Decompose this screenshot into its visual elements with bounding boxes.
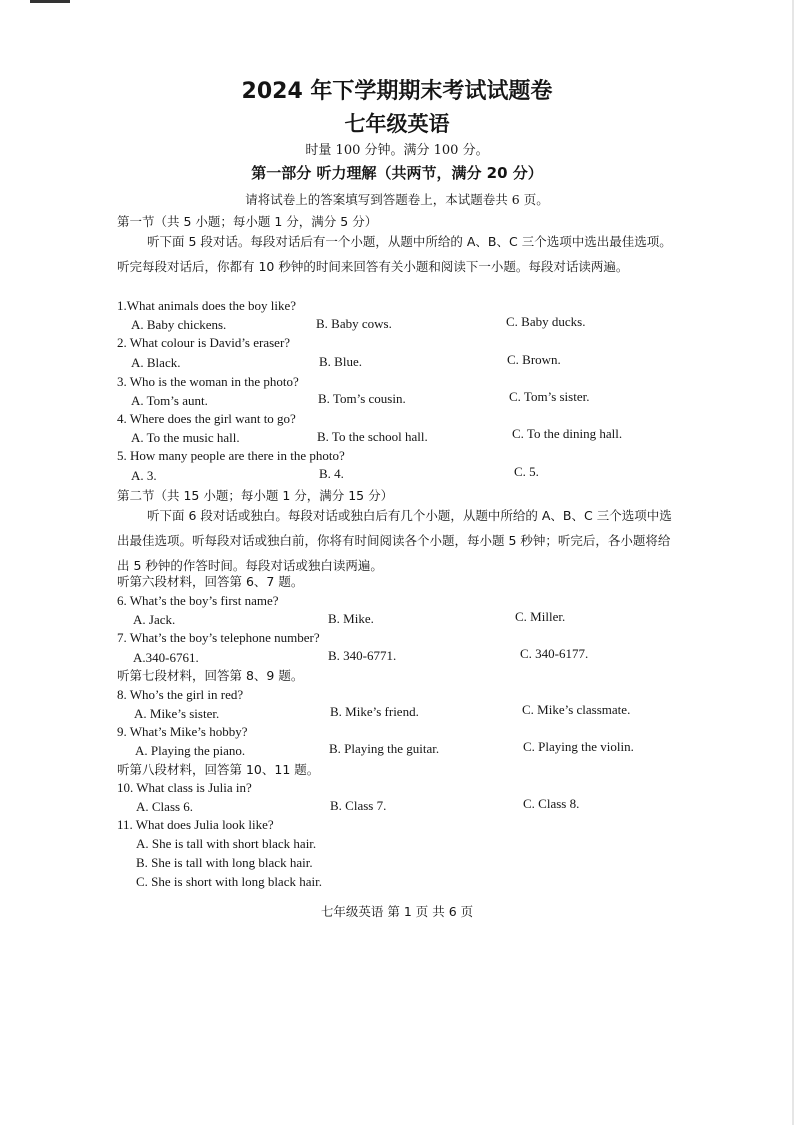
material-8-note: 听第八段材料，回答第 10、11 题。 xyxy=(117,762,320,777)
q1-option-a: A. Baby chickens. xyxy=(131,317,227,332)
q6-option-b: B. Mike. xyxy=(328,611,374,626)
q5-option-a: A. 3. xyxy=(131,468,157,483)
part-title: 第一部分 听力理解（共两节，满分 20 分） xyxy=(251,164,543,182)
question-2: 2. What colour is David’s eraser? xyxy=(117,335,291,350)
q2-option-b: B. Blue. xyxy=(319,354,362,369)
q1-option-b: B. Baby cows. xyxy=(316,316,392,331)
exam-notice: 请将试卷上的答案填写到答题卷上，本试题卷共 6 页。 xyxy=(245,192,549,207)
question-8: 8. Who’s the girl in red? xyxy=(117,687,244,702)
section1-heading: 第一节（共 5 小题；每小题 1 分，满分 5 分） xyxy=(117,214,378,229)
q9-option-a: A. Playing the piano. xyxy=(135,743,246,758)
question-5: 5. How many people are there in the photo? xyxy=(117,448,345,463)
q11-option-b: B. She is tall with long black hair. xyxy=(136,855,313,870)
q8-option-c: C. Mike’s classmate. xyxy=(522,702,631,717)
q3-option-c: C. Tom’s sister. xyxy=(509,389,590,404)
exam-meta: 时量 100 分钟。满分 100 分。 xyxy=(305,143,489,158)
question-6: 6. What’s the boy’s first name? xyxy=(117,593,279,608)
q5-option-b: B. 4. xyxy=(319,466,344,481)
page-footer: 七年级英语 第 1 页 共 6 页 xyxy=(320,904,474,919)
q4-option-c: C. To the dining hall. xyxy=(512,426,623,441)
q1-option-c: C. Baby ducks. xyxy=(506,314,586,329)
q2-option-c: C. Brown. xyxy=(507,352,561,367)
q5-option-c: C. 5. xyxy=(514,464,539,479)
q7-option-a: A.340-6761. xyxy=(133,650,199,665)
section2-heading: 第二节（共 15 小题；每小题 1 分，满分 15 分） xyxy=(117,488,394,503)
q3-option-b: B. Tom’s cousin. xyxy=(318,391,406,406)
exam-subject: 七年级英语 xyxy=(344,112,450,136)
q4-option-b: B. To the school hall. xyxy=(317,429,428,444)
q8-option-b: B. Mike’s friend. xyxy=(330,704,419,719)
exam-title: 2024 年下学期期末考试试题卷 xyxy=(241,79,553,104)
question-11: 11. What does Julia look like? xyxy=(117,817,274,832)
q10-option-a: A. Class 6. xyxy=(136,799,194,814)
q10-option-b: B. Class 7. xyxy=(330,798,387,813)
q9-option-b: B. Playing the guitar. xyxy=(329,741,440,756)
question-1: 1.What animals does the boy like? xyxy=(117,298,297,313)
question-10: 10. What class is Julia in? xyxy=(117,780,252,795)
q11-option-c: C. She is short with long black hair. xyxy=(136,874,322,889)
question-7: 7. What’s the boy’s telephone number? xyxy=(117,630,320,645)
question-3: 3. Who is the woman in the photo? xyxy=(117,374,299,389)
q7-option-c: C. 340-6177. xyxy=(520,646,589,661)
q8-option-a: A. Mike’s sister. xyxy=(134,706,220,721)
q11-option-a: A. She is tall with short black hair. xyxy=(136,836,317,851)
q4-option-a: A. To the music hall. xyxy=(131,430,240,445)
q9-option-c: C. Playing the violin. xyxy=(523,739,634,754)
material-7-note: 听第七段材料，回答第 8、9 题。 xyxy=(117,668,304,683)
section2-instructions: 听下面 6 段对话或独白。每段对话或独白后有几个小题，从题中所给的 A、B、C 三个选项中选出最佳选项。听每段对话或独白前，你将有时间阅读各个小题，每小题 5 秒钟；听完后，各小题将给出 5 秒钟的作答时间。每段对话或独白读两遍。 xyxy=(117,508,672,573)
q6-option-a: A. Jack. xyxy=(133,612,176,627)
q3-option-a: A. Tom’s aunt. xyxy=(131,393,208,408)
section1-instructions: 听下面 5 段对话。每段对话后有一个小题，从题中所给的 A、B、C 三个选项中选出最佳选项。听完每段对话后，你都有 10 秒钟的时间来回答有关小题和阅读下一小题。每段对话读两遍。 xyxy=(117,234,672,274)
material-6-note: 听第六段材料，回答第 6、7 题。 xyxy=(117,574,304,589)
question-4: 4. Where does the girl want to go? xyxy=(117,411,296,426)
q2-option-a: A. Black. xyxy=(131,355,181,370)
q7-option-b: B. 340-6771. xyxy=(328,648,397,663)
question-9: 9. What’s Mike’s hobby? xyxy=(117,724,248,739)
q10-option-c: C. Class 8. xyxy=(523,796,580,811)
q6-option-c: C. Miller. xyxy=(515,609,566,624)
